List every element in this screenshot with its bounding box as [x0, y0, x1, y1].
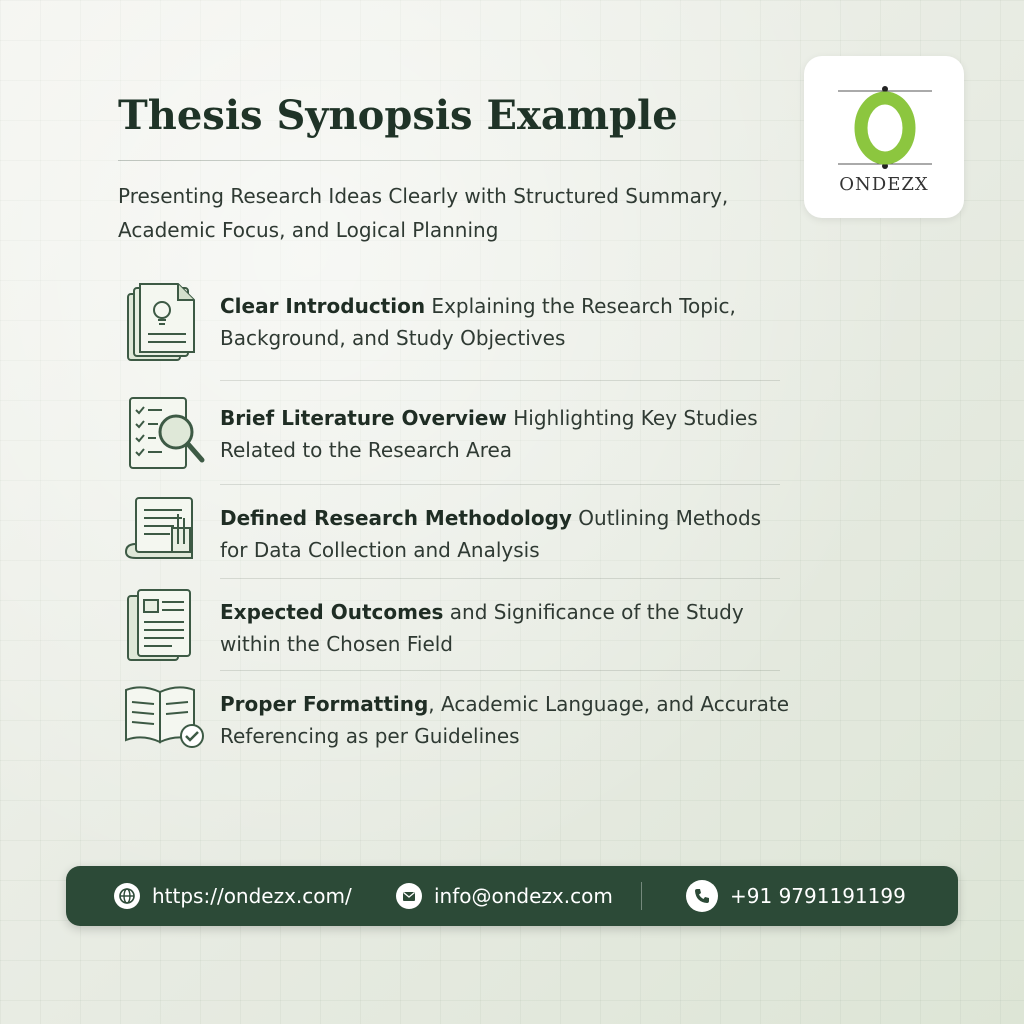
- feature-text: [220, 596, 810, 660]
- document-lightbulb-icon: [122, 282, 212, 362]
- email-link[interactable]: [396, 866, 613, 926]
- page-subtitle: [118, 179, 798, 247]
- feature-item-formatting: [122, 680, 812, 772]
- feature-desc: Highlighting Key Studies: [506, 406, 758, 430]
- feature-text: [220, 402, 810, 466]
- feature-divider: [220, 670, 780, 671]
- mail-icon: [396, 883, 422, 909]
- feature-title: Proper Formatting: [220, 692, 429, 716]
- feature-item-introduction: [122, 282, 812, 374]
- feature-title: Defined Research Methodology: [220, 506, 572, 530]
- feature-title: Expected Outcomes: [220, 600, 444, 624]
- feature-desc-line2: Related to the Research Area: [220, 438, 513, 462]
- contact-footer: [66, 866, 958, 926]
- feature-desc-line2: for Data Collection and Analysis: [220, 538, 540, 562]
- title-divider: [118, 160, 768, 161]
- feature-item-outcomes: [122, 588, 812, 680]
- feature-desc: Explaining the Research Topic,: [425, 294, 736, 318]
- brand-name: ONDEZX: [839, 174, 929, 195]
- website-text: https://ondezx.com/: [152, 884, 352, 908]
- feature-title: Clear Introduction: [220, 294, 426, 318]
- footer-separator: [641, 882, 642, 910]
- feature-divider: [220, 484, 780, 485]
- report-pages-icon: [122, 588, 212, 668]
- phone-icon: [686, 880, 718, 912]
- feature-divider: [220, 380, 780, 381]
- globe-icon: [114, 883, 140, 909]
- feature-text: [220, 688, 810, 752]
- feature-title: Brief Literature Overview: [220, 406, 507, 430]
- open-book-check-icon: [122, 680, 212, 760]
- feature-desc: Outlining Methods: [571, 506, 762, 530]
- feature-desc-line2: Referencing as per Guidelines: [220, 724, 520, 748]
- feature-desc-line2: Background, and Study Objectives: [220, 326, 566, 350]
- phone-link[interactable]: [686, 866, 906, 926]
- subtitle-line-2: Academic Focus, and Logical Planning: [118, 218, 499, 242]
- subtitle-line-1: Presenting Research Ideas Clearly with Structured Summary,: [118, 184, 729, 208]
- page-title: Thesis Synopsis Example: [118, 92, 678, 139]
- email-text: info@ondezx.com: [434, 884, 613, 908]
- feature-text: [220, 290, 810, 354]
- notebook-pen-icon: [122, 494, 212, 574]
- feature-divider: [220, 578, 780, 579]
- feature-item-literature: [122, 394, 812, 486]
- feature-desc: , Academic Language, and Accurate: [428, 692, 790, 716]
- feature-desc: and Significance of the Study: [443, 600, 744, 624]
- website-link[interactable]: [114, 866, 352, 926]
- feature-text: [220, 502, 810, 566]
- feature-item-methodology: [122, 494, 812, 586]
- brand-logo-card: [804, 56, 964, 218]
- checklist-magnifier-icon: [122, 394, 212, 474]
- feature-desc-line2: within the Chosen Field: [220, 632, 453, 656]
- phone-text: +91 9791191199: [730, 884, 906, 908]
